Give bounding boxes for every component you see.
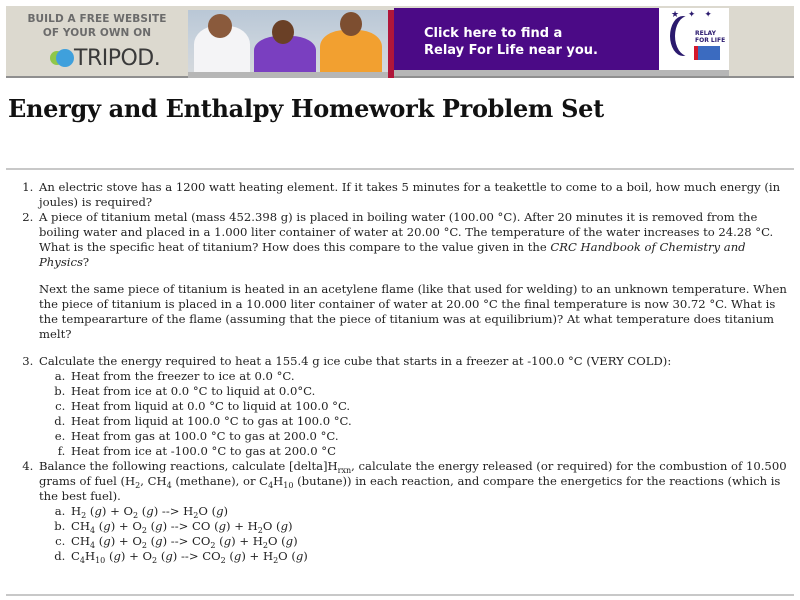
relay-for-life-logo[interactable] (659, 8, 729, 76)
list-item: b. Heat from ice at 0.0 °C to liquid at 0.0°C. (69, 384, 788, 399)
person-head (340, 12, 362, 36)
problem-3-steps (39, 369, 788, 459)
problem-1 (37, 180, 788, 210)
reaction-item: c. $CH_4$ $(g) + O_2$ (g) --> $CO_2$ $(g) + H_2O$ (g) (69, 534, 788, 549)
page-title: Energy and Enthalpy Homework Problem Set (8, 94, 604, 123)
divider (6, 168, 794, 170)
reaction-item: b. $CH_4$ $(g) + O_2$ (g) --> CO $(g) + H_2O$ (g) (69, 519, 788, 534)
divider (6, 594, 794, 596)
problem-2-text: A piece of titanium metal (mass 452.398 g) is placed in boiling water (100.00 °C). After 20 minutes it is removed from the boiling water and placed in a 1.000 liter container of water at 20.00 °C. The temperature of the water increases to 24.28 °C. What is the specific heat of titanium? How does this compare to the value given in the (39, 210, 774, 254)
american-cancer-society-icon (694, 46, 720, 60)
tripod-blue-dot-icon (56, 49, 74, 67)
reaction-item: d. $C_4H_{10}$ $(g) + O_2$ (g) --> $CO_2$ $(g) + H_2O$ (g) (69, 549, 788, 564)
person-head (208, 14, 232, 38)
problem-2-followup: Next the same piece of titanium is heated in an acetylene flame (like that used for welding) to an unknown temperature. When the piece of titanium is placed in a 10.000 liter container of water at 20.00 °C the final temperature is now 30.72 °C. What is the tempeararture of the flame (assuming that the piece of titanium was at equilibrium)? At what temperature does titanium melt? (39, 282, 787, 341)
relay-cta-text (424, 25, 598, 59)
problem-1-text: An electric stove has a 1200 watt heating element. If it takes 5 minutes for a teakettle to come to a boil, how much energy (in joules) is required? (39, 180, 781, 209)
problem-4 (37, 459, 788, 564)
person-head (272, 20, 294, 44)
problem-2-text-end: ? (82, 255, 90, 269)
list-item: a. Heat from the freezer to ice at 0.0 °C. (69, 369, 788, 384)
relay-photo[interactable] (188, 10, 388, 78)
banner-ad[interactable] (6, 6, 794, 78)
tripod-tagline-1: BUILD A FREE WEBSITE (27, 13, 167, 25)
reaction-list (39, 504, 788, 564)
problem-3-text: Calculate the energy required to heat a 155.4 g ice cube that starts in a freezer at -100.0 °C (VERY COLD): (39, 354, 672, 368)
problem-list (0, 180, 800, 564)
tripod-ad[interactable] (6, 6, 188, 76)
tripod-tagline-2: OF YOUR OWN ON (42, 27, 152, 39)
relay-logo-text (695, 30, 725, 44)
list-item: c. Heat from liquid at 0.0 °C to liquid at 100.0 °C. (69, 399, 788, 414)
problem-2 (37, 210, 788, 342)
person-figure (320, 30, 382, 72)
relay-cta-line-1: Click here to find a (424, 26, 563, 41)
problem-4-text: Balance the following reactions, calculate $[delta]H_{rxn}$, calculate the energy released (or required) for the combustion of 10.500 grams of fuel ($H_2$, $CH_4$ (methane), or $C_4H_{10}$ (butane)) in each reaction, and compare the energetics for the reactions (which is the best fuel). (39, 459, 787, 503)
list-item: f. Heat from ice at -100.0 °C to gas at 200.0 °C (69, 444, 788, 459)
list-item: d. Heat from liquid at 100.0 °C to gas at 100.0 °C. (69, 414, 788, 429)
relay-logo-line-2: FOR LIFE (695, 37, 726, 44)
problem-3 (37, 354, 788, 459)
relay-for-life-link[interactable] (394, 8, 659, 76)
relay-logo-line-1: RELAY (695, 30, 716, 37)
reaction-item: a. $H_2$ $(g) + O_2$ (g) --> $H_2O$ (g) (69, 504, 788, 519)
stars-icon: ★ ✦ ✦ (671, 10, 715, 20)
list-item: e. Heat from gas at 100.0 °C to gas at 200.0 °C. (69, 429, 788, 444)
crc-handbook-title: CRC Handbook of Chemistry and Physics (39, 240, 746, 269)
problem-set (0, 180, 800, 564)
tripod-wordmark: TRIPOD. (74, 46, 161, 71)
relay-cta-line-2: Relay For Life near you. (424, 43, 598, 58)
banner-filler (729, 6, 794, 76)
